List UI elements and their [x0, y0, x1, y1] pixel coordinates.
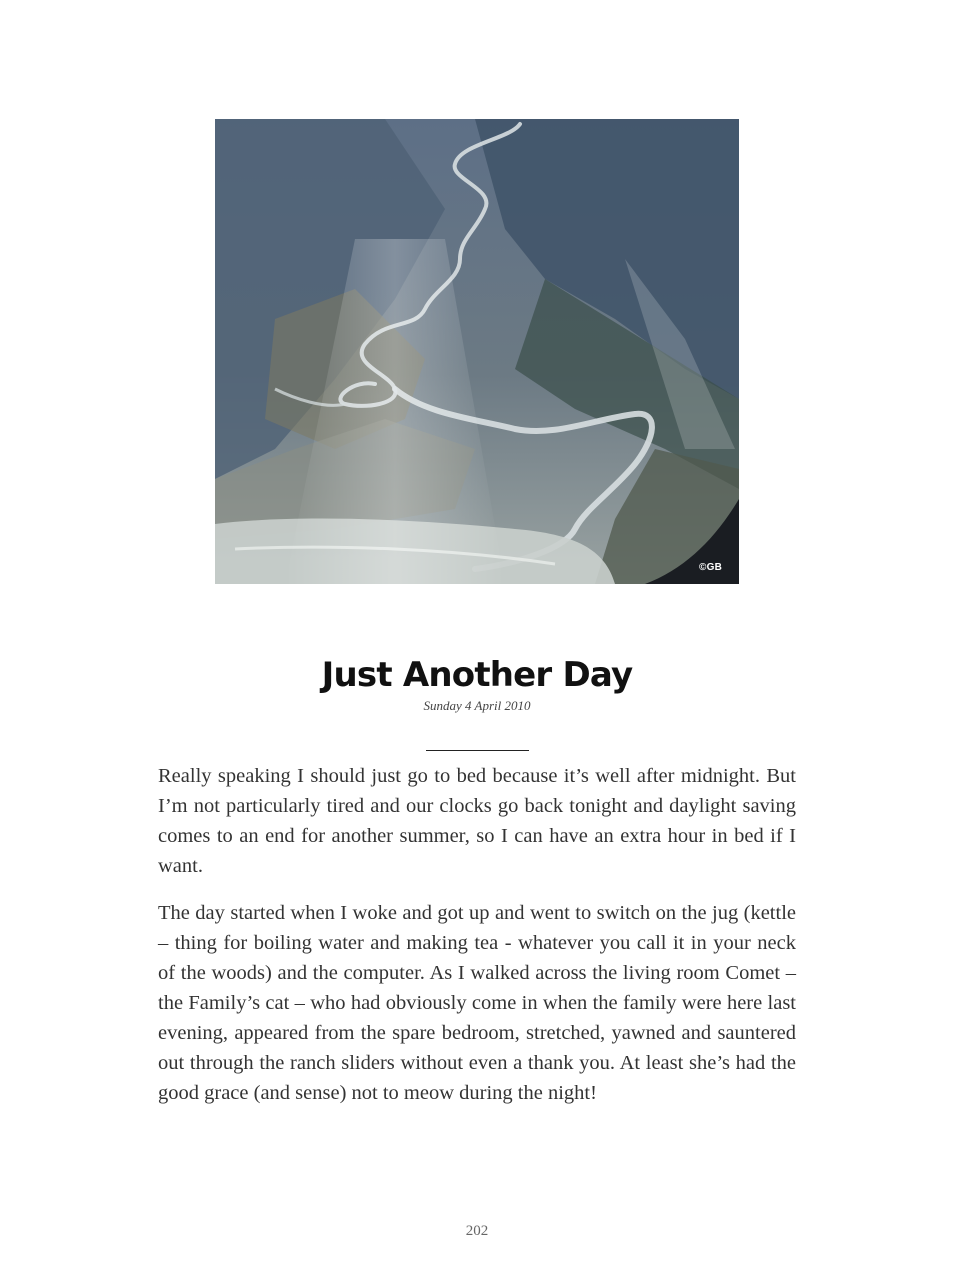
photo-watermark: ©GB: [699, 562, 722, 573]
article-body: [158, 761, 796, 1125]
article-date: Sunday 4 April 2010: [423, 698, 531, 713]
paragraph: The day started when I woke and got up and went to switch on the jug (kettle – thing for boiling water and making tea - whatever you call it in your neck of the woods) and the computer. As I walked across the living room Comet – the Family’s cat – who had obviously come in when the family were here last evening, appeared from the spare bedroom, stretched, yawned and sauntered out through the ranch sliders without even a thank you. At least she’s had the good grace (and sense) not to meow during the night!: [158, 902, 796, 1104]
page-number: 202: [465, 1223, 489, 1239]
article-title: Just Another Day: [321, 655, 633, 695]
aerial-photo: [215, 119, 739, 584]
paragraph: Really speaking I should just go to bed because it’s well after midnight. But I’m not particularly tired and our clocks go back tonight and daylight saving comes to an end for another summer, so I can have an extra hour in bed if I want.: [158, 765, 796, 877]
aerial-river-valley-image: [215, 119, 739, 584]
title-separator: [426, 750, 529, 751]
